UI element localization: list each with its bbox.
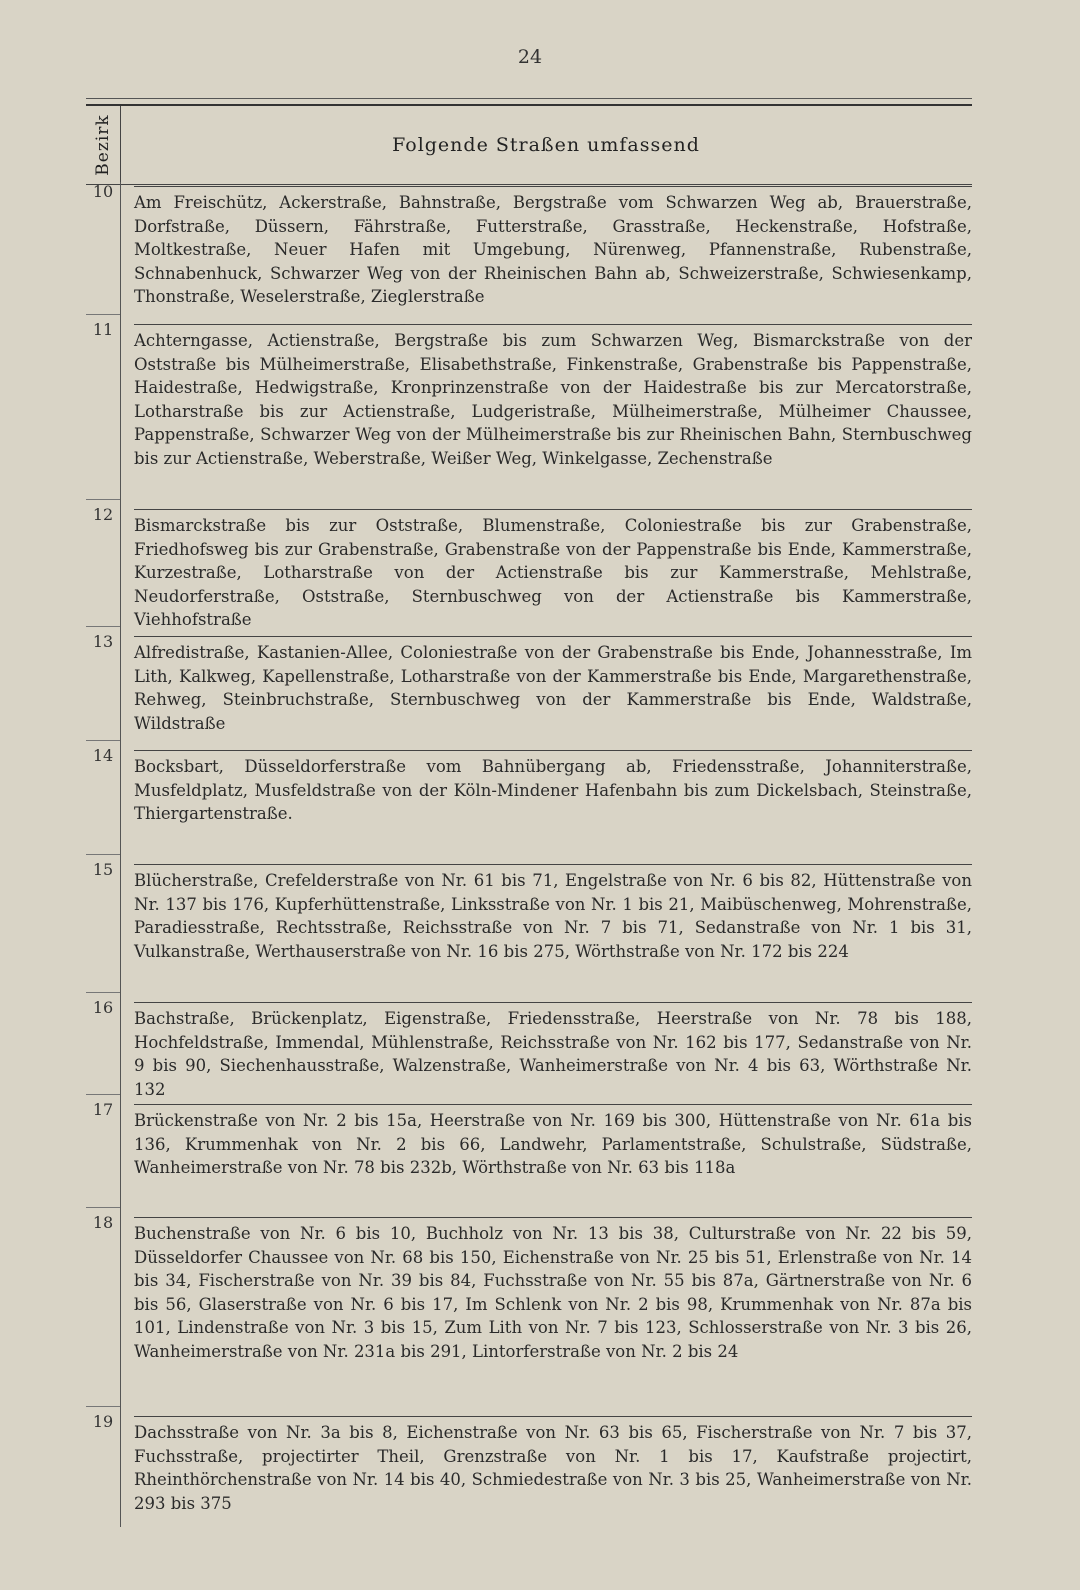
district-number: 12: [92, 505, 114, 524]
row-separator: [86, 992, 120, 993]
row-separator: [86, 740, 120, 741]
district-number: 10: [92, 182, 114, 201]
column-divider: [120, 182, 121, 1527]
column-header-streets: Folgende Straßen umfassend: [392, 134, 700, 156]
district-streets: Blücherstraße, Crefelderstraße von Nr. 61 bis 71, Engelstraße von Nr. 6 bis 82, Hüttenstraße von Nr. 137 bis 176, Kupferhüttenstraße, Linksstraße von Nr. 1 bis 21, Maibüschenweg, Mohrenstraße, Paradiesstraße, Rechtsstraße, Reichsstraße von Nr. 7 bis 71, Sedanstraße von Nr. 1 bis 31, Vulkanstraße, Werthauserstraße von Nr. 16 bis 275, Wörthstraße von Nr. 172 bis 224: [134, 864, 972, 963]
row-separator: [86, 854, 120, 855]
district-streets: Alfredistraße, Kastanien-Allee, Coloniestraße von der Grabenstraße bis Ende, Johannesstraße, Im Lith, Kalkweg, Kapellenstraße, Lotharstraße von der Kammerstraße bis Ende, Margarethenstraße, Rehweg, Steinbruchstraße, Sternbuschweg von der Kammerstraße bis Ende, Waldstraße, Wildstraße: [134, 636, 972, 735]
district-streets: Brückenstraße von Nr. 2 bis 15a, Heerstraße von Nr. 169 bis 300, Hüttenstraße von Nr. 61a bis 136, Krummenhak von Nr. 2 bis 66, Landwehr, Parlamentstraße, Schulstraße, Südstraße, Wanheimerstraße von Nr. 78 bis 232b, Wörthstraße von Nr. 63 bis 118a: [134, 1104, 972, 1180]
page-number: 24: [517, 46, 543, 68]
district-number: 15: [92, 860, 114, 879]
district-number: 11: [92, 320, 114, 339]
district-streets: Buchenstraße von Nr. 6 bis 10, Buchholz von Nr. 13 bis 38, Culturstraße von Nr. 22 bis 59, Düsseldorfer Chaussee von Nr. 68 bis 150, Eichenstraße von Nr. 25 bis 51, Erlenstraße von Nr. 14 bis 34, Fischerstraße von Nr. 39 bis 84, Fuchsstraße von Nr. 55 bis 87a, Gärtnerstraße von Nr. 6 bis 56, Glaserstraße von Nr. 6 bis 17, Im Schlenk von Nr. 2 bis 98, Krummenhak von Nr. 87a bis 101, Lindenstraße von Nr. 3 bis 15, Zum Lith von Nr. 7 bis 123, Schlosserstraße von Nr. 3 bis 26, Wanheimerstraße von Nr. 231a bis 291, Lintorferstraße von Nr. 2 bis 24: [134, 1217, 972, 1364]
column-header-bezirk-label: Bezirk: [93, 114, 113, 176]
district-streets: Bismarckstraße bis zur Oststraße, Blumenstraße, Coloniestraße bis zur Grabenstraße, Friedhofsweg bis zur Grabenstraße, Grabenstraße von der Pappenstraße bis Ende, Kammerstraße, Kurzestraße, Lotharstraße von der Actienstraße bis zur Kammerstraße, Mehlstraße, Neudorferstraße, Oststraße, Sternbuschweg von der Actienstraße bis Kammerstraße, Viehhofstraße: [134, 509, 972, 632]
row-separator: [86, 314, 120, 315]
district-streets: Bocksbart, Düsseldorferstraße vom Bahnübergang ab, Friedensstraße, Johanniterstraße, Musfeldplatz, Musfeldstraße von der Köln-Mindener Hafenbahn bis zum Dickelsbach, Steinstraße, Thiergartenstraße.: [134, 750, 972, 826]
district-number: 19: [92, 1412, 114, 1431]
row-separator: [86, 499, 120, 500]
district-streets: Dachsstraße von Nr. 3a bis 8, Eichenstraße von Nr. 63 bis 65, Fischerstraße von Nr. 7 bis 37, Fuchsstraße, projectirter Theil, Grenzstraße von Nr. 1 bis 17, Kaufstraße projectirt, Rheinthörchenstraße von Nr. 14 bis 40, Schmiedestraße von Nr. 3 bis 25, Wanheimerstraße von Nr. 293 bis 375: [134, 1416, 972, 1515]
row-separator: [86, 1207, 120, 1208]
district-streets: Am Freischütz, Ackerstraße, Bahnstraße, Bergstraße vom Schwarzen Weg ab, Brauerstraße, Dorfstraße, Düssern, Fährstraße, Futterstraße, Grasstraße, Heckenstraße, Hofstraße, Moltkestraße, Neuer Hafen mit Umgebung, Nürenweg, Pfannenstraße, Rubenstraße, Schnabenhuck, Schwarzer Weg von der Rheinischen Bahn ab, Schweizerstraße, Schwiesenkamp, Thonstraße, Weselerstraße, Zieglerstraße: [134, 186, 972, 309]
row-separator: [86, 1406, 120, 1407]
table-header: [86, 104, 972, 185]
district-number: 17: [92, 1100, 114, 1119]
district-streets: Bachstraße, Brückenplatz, Eigenstraße, Friedensstraße, Heerstraße von Nr. 78 bis 188, Hochfeldstraße, Immendal, Mühlenstraße, Reichsstraße von Nr. 162 bis 177, Sedanstraße von Nr. 9 bis 90, Siechenhausstraße, Walzenstraße, Wanheimerstraße von Nr. 4 bis 63, Wörthstraße Nr. 132: [134, 1002, 972, 1101]
district-number: 14: [92, 746, 114, 765]
district-streets: Achterngasse, Actienstraße, Bergstraße bis zum Schwarzen Weg, Bismarckstraße von der Oststraße bis Mülheimerstraße, Elisabethstraße, Finkenstraße, Grabenstraße bis Pappenstraße, Haidestraße, Hedwigstraße, Kronprinzenstraße von der Haidestraße bis zur Mercatorstraße, Lotharstraße bis zur Actienstraße, Ludgeristraße, Mülheimerstraße, Mülheimer Chaussee, Pappenstraße, Schwarzer Weg von der Mülheimerstraße bis zur Rheinischen Bahn, Sternbuschweg bis zur Actienstraße, Weberstraße, Weißer Weg, Winkelgasse, Zechenstraße: [134, 324, 972, 471]
district-number: 13: [92, 632, 114, 651]
row-separator: [86, 1094, 120, 1095]
district-number: 18: [92, 1213, 114, 1232]
district-number: 16: [92, 998, 114, 1017]
row-separator: [86, 626, 120, 627]
column-header-bezirk: [86, 106, 121, 184]
